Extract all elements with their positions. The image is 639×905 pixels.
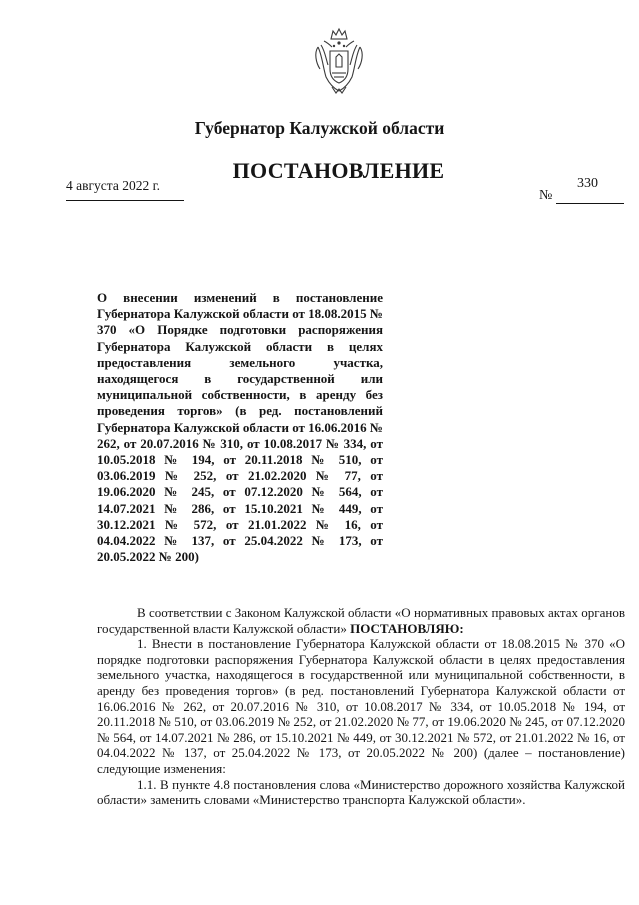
document-title: О внесении изменений в постановление Губернатора Калужской области от 18.08.2015 № 370 «О Порядке подготовки распоряжения Губернатора Калужской области в целях предоставления земельного участка, находящегося в государственной или муниципальной собственности, в аренду без проведения торгов» (в ред. постановлений Губернатора Калужской области от 16.06.2016 № 262, от 20.07.2016 № 310, от 10.08.2017 № 334, от 10.05.2018 № 194, от 20.11.2018 № 510, от 03.06.2019 № 252, от 21.02.2020 № 77, от 19.06.2020 № 245, от 07.12.2020 № 564, от 14.07.2021 № 286, от 15.10.2021 № 449, от 30.12.2021 № 572, от 21.01.2022 № 16, от 04.04.2022 № 137, от 25.04.2022 № 173, от 20.05.2022 № 200) [97,290,383,565]
intro-text: В соответствии с Законом Калужской области «О нормативных правовых актах органов государственной власти Калужской области» [97,605,625,636]
kaluga-coat-of-arms-icon [312,25,366,97]
document-number: 330 [577,176,598,191]
document-date: 4 августа 2022 г. [66,178,184,201]
document-type-heading: ПОСТАНОВЛЕНИЕ [232,158,445,183]
item-1-1-paragraph: 1.1. В пункте 4.8 постановления слова «Министерство дорожного хозяйства Калужской области» заменить словами «Министерство транспорта Калужской области». [97,776,625,808]
intro-paragraph [97,605,625,636]
issuing-authority: Губернатор Калужской области [194,118,445,138]
number-underline [556,203,624,204]
document-body [97,605,625,808]
item-1-paragraph: 1. Внести в постановление Губернатора Калужской области от 18.08.2015 № 370 «О порядке подготовки распоряжения Губернатора Калужской области в целях предоставления земельного участка, находящегося в государственной или муниципальной собственности, в аренду без проведения торгов» (в ред. постановлений Губернатора Калужской области от 16.06.2016 № 262, от 20.07.2016 № 310, от 10.08.2017 № 334, от 10.05.2018 № 194, от 20.11.2018 № 510, от 03.06.2019 № 252, от 21.02.2020 № 77, от 19.06.2020 № 245, от 07.12.2020 № 564, от 14.07.2021 № 286, от 15.10.2021 № 449, от 30.12.2021 № 572, от 21.01.2022 № 16, от 04.04.2022 № 137, от 25.04.2022 № 173, от 20.05.2022 № 200) (далее – постановление) следующие изменения: [97,636,625,776]
number-sign: № [539,188,553,203]
resolve-word: ПОСТАНОВЛЯЮ: [350,620,464,636]
